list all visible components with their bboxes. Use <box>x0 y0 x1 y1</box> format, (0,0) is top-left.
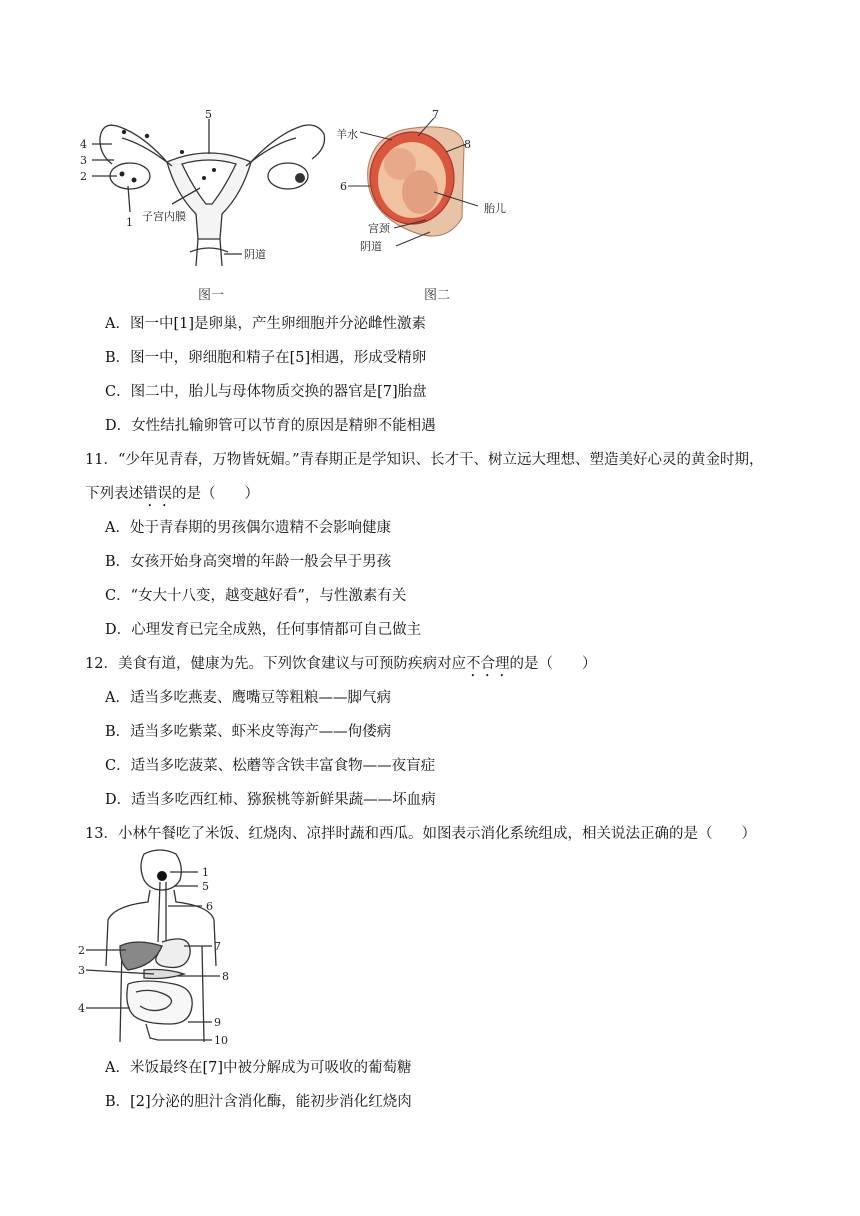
q12-option-b: B．适当多吃紫菜、虾米皮等海产——佝偻病 <box>105 724 392 740</box>
q13-figure-label-4: 4 <box>78 1002 85 1015</box>
q13-figure-label-3: 3 <box>78 964 85 977</box>
q11-stem-pre: 下列表述 <box>85 486 143 502</box>
q13-figure-label-7: 7 <box>214 940 221 953</box>
figure1-label-1: 1 <box>126 216 133 229</box>
figure1-label-vagina: 阴道 <box>244 248 266 261</box>
figure2-label-cervix: 宫颈 <box>368 222 390 235</box>
figure2-label-fetus: 胎儿 <box>484 202 506 215</box>
q13-option-b: B．[2]分泌的胆汁含消化酶，能初步消化红烧肉 <box>105 1094 412 1110</box>
figure1-label-5: 5 <box>205 108 212 121</box>
q13-figure-label-10: 10 <box>214 1034 228 1047</box>
figure1-label-2: 2 <box>80 170 87 183</box>
q11-option-c: C．“女大十八变，越变越好看”，与性激素有关 <box>105 588 407 604</box>
q11-option-d: D．心理发育已完全成熟，任何事情都可自己做主 <box>105 622 422 638</box>
q11-stem-emphasis: 错误 <box>143 486 172 502</box>
q13-figure-label-6: 6 <box>206 900 213 913</box>
q10-option-c: C．图二中，胎儿与母体物质交换的器官是[7]胎盘 <box>105 384 427 400</box>
q12-stem-emphasis: 不合理 <box>465 656 510 672</box>
q11-option-b: B．女孩开始身高突增的年龄一般会早于男孩 <box>105 554 392 570</box>
figure-two-fetus <box>334 108 534 258</box>
figure2-label-amniotic-fluid: 羊水 <box>336 128 358 141</box>
figure2-caption: 图二 <box>424 288 451 303</box>
figure2-label-6: 6 <box>340 180 347 193</box>
figure1-caption: 图一 <box>198 288 225 303</box>
figure-digestive-system <box>74 846 244 1050</box>
q10-option-a: A．图一中[1]是卵巢，产生卵细胞并分泌雌性激素 <box>105 316 427 332</box>
q12-stem-pre: 12．美食有道，健康为先。下列饮食建议与可预防疾病对应 <box>85 656 466 672</box>
q11-stem-line1: 11．“少年见青春，万物皆妩媚。”青春期正是学知识、长才干、树立远大理想、塑造美好心灵的黄金时期， <box>85 452 764 468</box>
q13-stem: 13．小林午餐吃了米饭、红烧肉、凉拌时蔬和西瓜。如图表示消化系统组成，相关说法正确的是（ ） <box>85 826 756 842</box>
q12-option-c: C．适当多吃菠菜、松蘑等含铁丰富食物——夜盲症 <box>105 758 436 774</box>
q13-figure-label-8: 8 <box>222 970 229 983</box>
figure2-label-7: 7 <box>432 108 439 121</box>
q12-option-a: A．适当多吃燕麦、鹰嘴豆等粗粮——脚气病 <box>105 690 391 706</box>
figure1-label-4: 4 <box>80 138 87 151</box>
q10-option-b: B．图一中，卵细胞和精子在[5]相遇，形成受精卵 <box>105 350 427 366</box>
figure2-label-vagina: 阴道 <box>360 240 382 253</box>
q13-figure-label-2: 2 <box>78 944 85 957</box>
figure-one-reproductive-system <box>72 104 342 274</box>
figure1-label-endometrium: 子宫内膜 <box>142 210 186 223</box>
q11-stem-line2 <box>85 484 259 510</box>
figure1-label-3: 3 <box>80 154 87 167</box>
figure2-label-8: 8 <box>464 138 471 151</box>
q12-option-d: D．适当多吃西红柿、猕猴桃等新鲜果蔬——坏血病 <box>105 792 436 808</box>
q11-stem-post: 的是（ ） <box>172 486 259 502</box>
q10-option-d: D．女性结扎输卵管可以节育的原因是精卵不能相遇 <box>105 418 436 434</box>
q13-figure-label-9: 9 <box>214 1016 221 1029</box>
q13-figure-label-5: 5 <box>202 880 209 893</box>
q13-figure-label-1: 1 <box>202 866 209 879</box>
q11-option-a: A．处于青春期的男孩偶尔遗精不会影响健康 <box>105 520 391 536</box>
q12-stem-post: 的是（ ） <box>509 656 597 672</box>
q12-stem <box>85 654 596 680</box>
q13-option-a: A．米饭最终在[7]中被分解成为可吸收的葡萄糖 <box>105 1060 412 1076</box>
